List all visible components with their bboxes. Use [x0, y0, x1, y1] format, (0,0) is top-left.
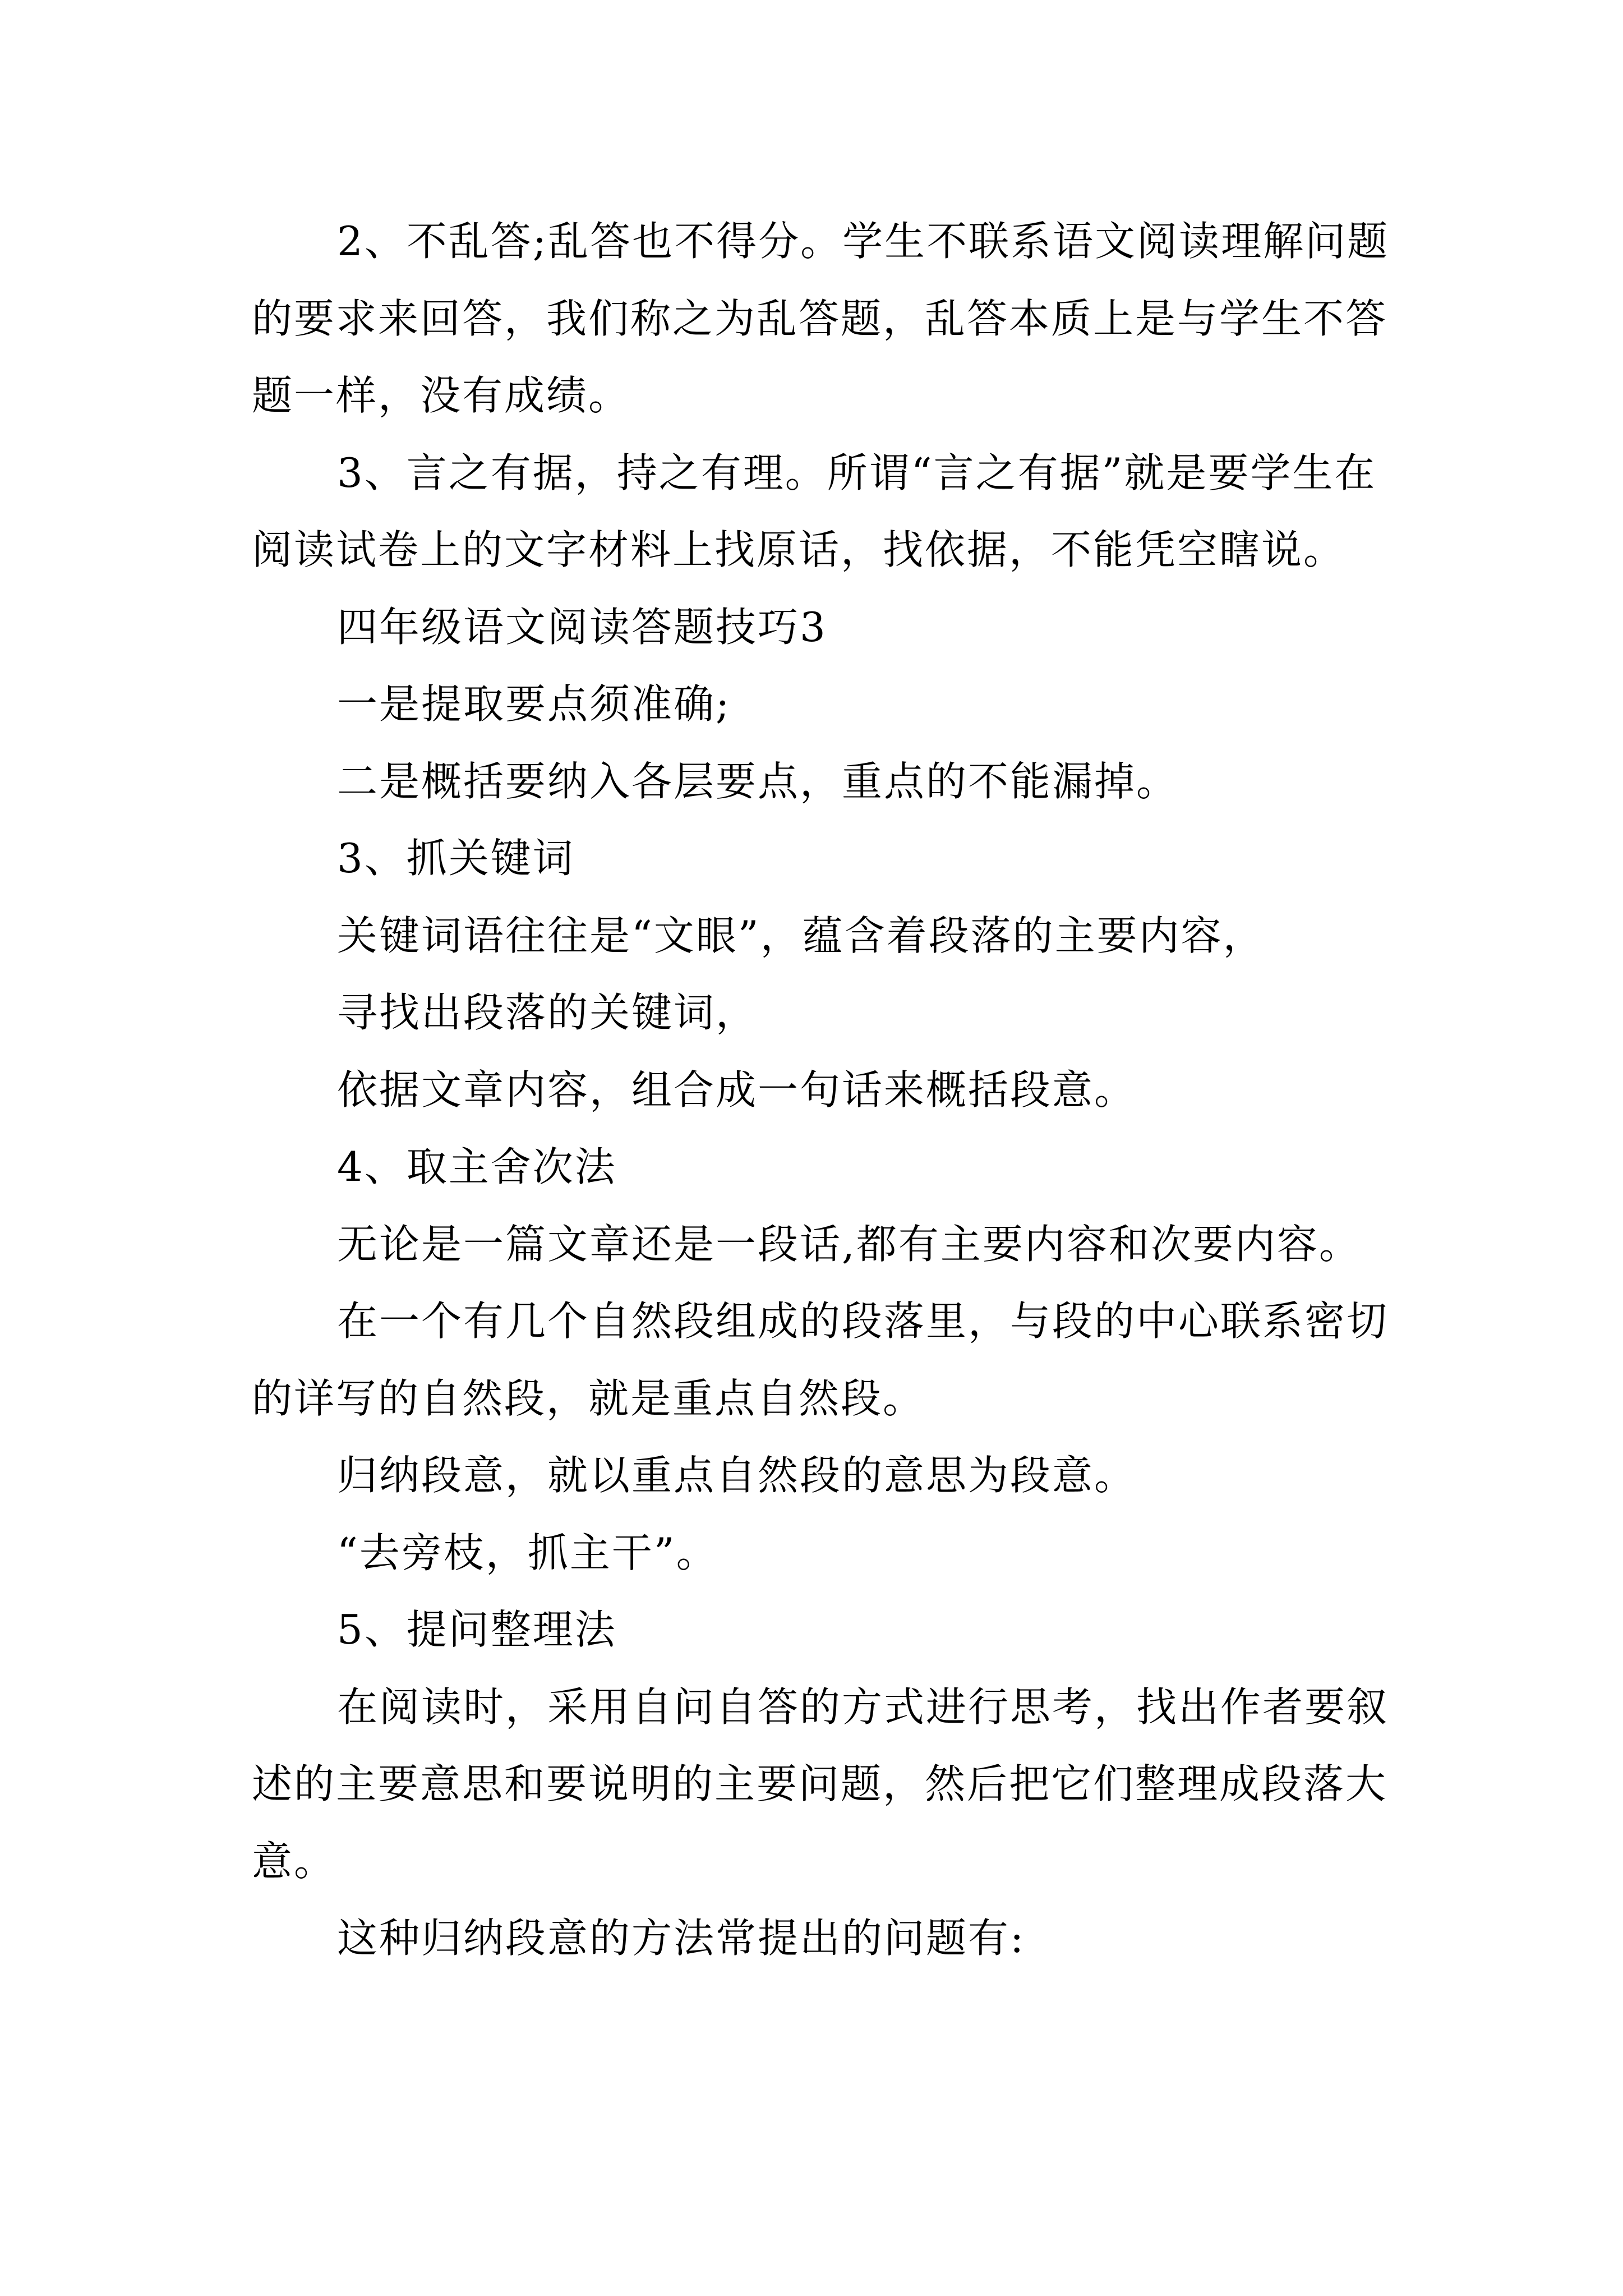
- subheading-keywords: 3、抓关键词: [337, 835, 575, 882]
- paragraph-1: 2、不乱答;乱答也不得分。学生不联系语文阅读理解问题的要求来回答，我们称之为乱答题，乱答本质上是与学生不答题一样，没有成绩。: [252, 218, 1390, 419]
- paragraph-4: 一是提取要点须准确;: [337, 680, 731, 728]
- paragraph-5: 二是概括要纳入各层要点，重点的不能漏掉。: [337, 757, 1179, 805]
- paragraph-17: 这种归纳段意的方法常提出的问题有:: [337, 1915, 1026, 1962]
- paragraph-8: 寻找出段落的关键词，: [337, 989, 758, 1036]
- paragraph-12: 在一个有几个自然段组成的段落里，与段的中心联系密切的详写的自然段，就是重点自然段。: [252, 1297, 1389, 1422]
- paragraph-9: 依据文章内容，组合成一句话来概括段意。: [337, 1066, 1137, 1114]
- paragraph-11: 无论是一篇文章还是一段话,都有主要内容和次要内容。: [337, 1220, 1361, 1268]
- subheading-question-method: 5、提问整理法: [337, 1606, 617, 1653]
- paragraph-7: 关键词语往往是“文眼”，蕴含着段落的主要内容，: [337, 912, 1265, 959]
- paragraph-14: “去旁枝，抓主干”。: [337, 1529, 718, 1576]
- subheading-main-method: 4、取主舍次法: [337, 1143, 617, 1190]
- paragraph-2: 3、言之有据，持之有理。所谓“言之有据”就是要学生在阅读试卷上的文字材料上找原话，找依据，不能凭空瞎说。: [252, 449, 1377, 573]
- paragraph-16: 在阅读时，采用自问自答的方式进行思考，找出作者要叙述的主要意思和要说明的主要问题，然后把它们整理成段落大意。: [252, 1683, 1389, 1885]
- document-body: [252, 203, 1394, 1977]
- paragraph-13: 归纳段意，就以重点自然段的意思为段意。: [337, 1452, 1137, 1499]
- section-heading: 四年级语文阅读答题技巧3: [337, 603, 827, 651]
